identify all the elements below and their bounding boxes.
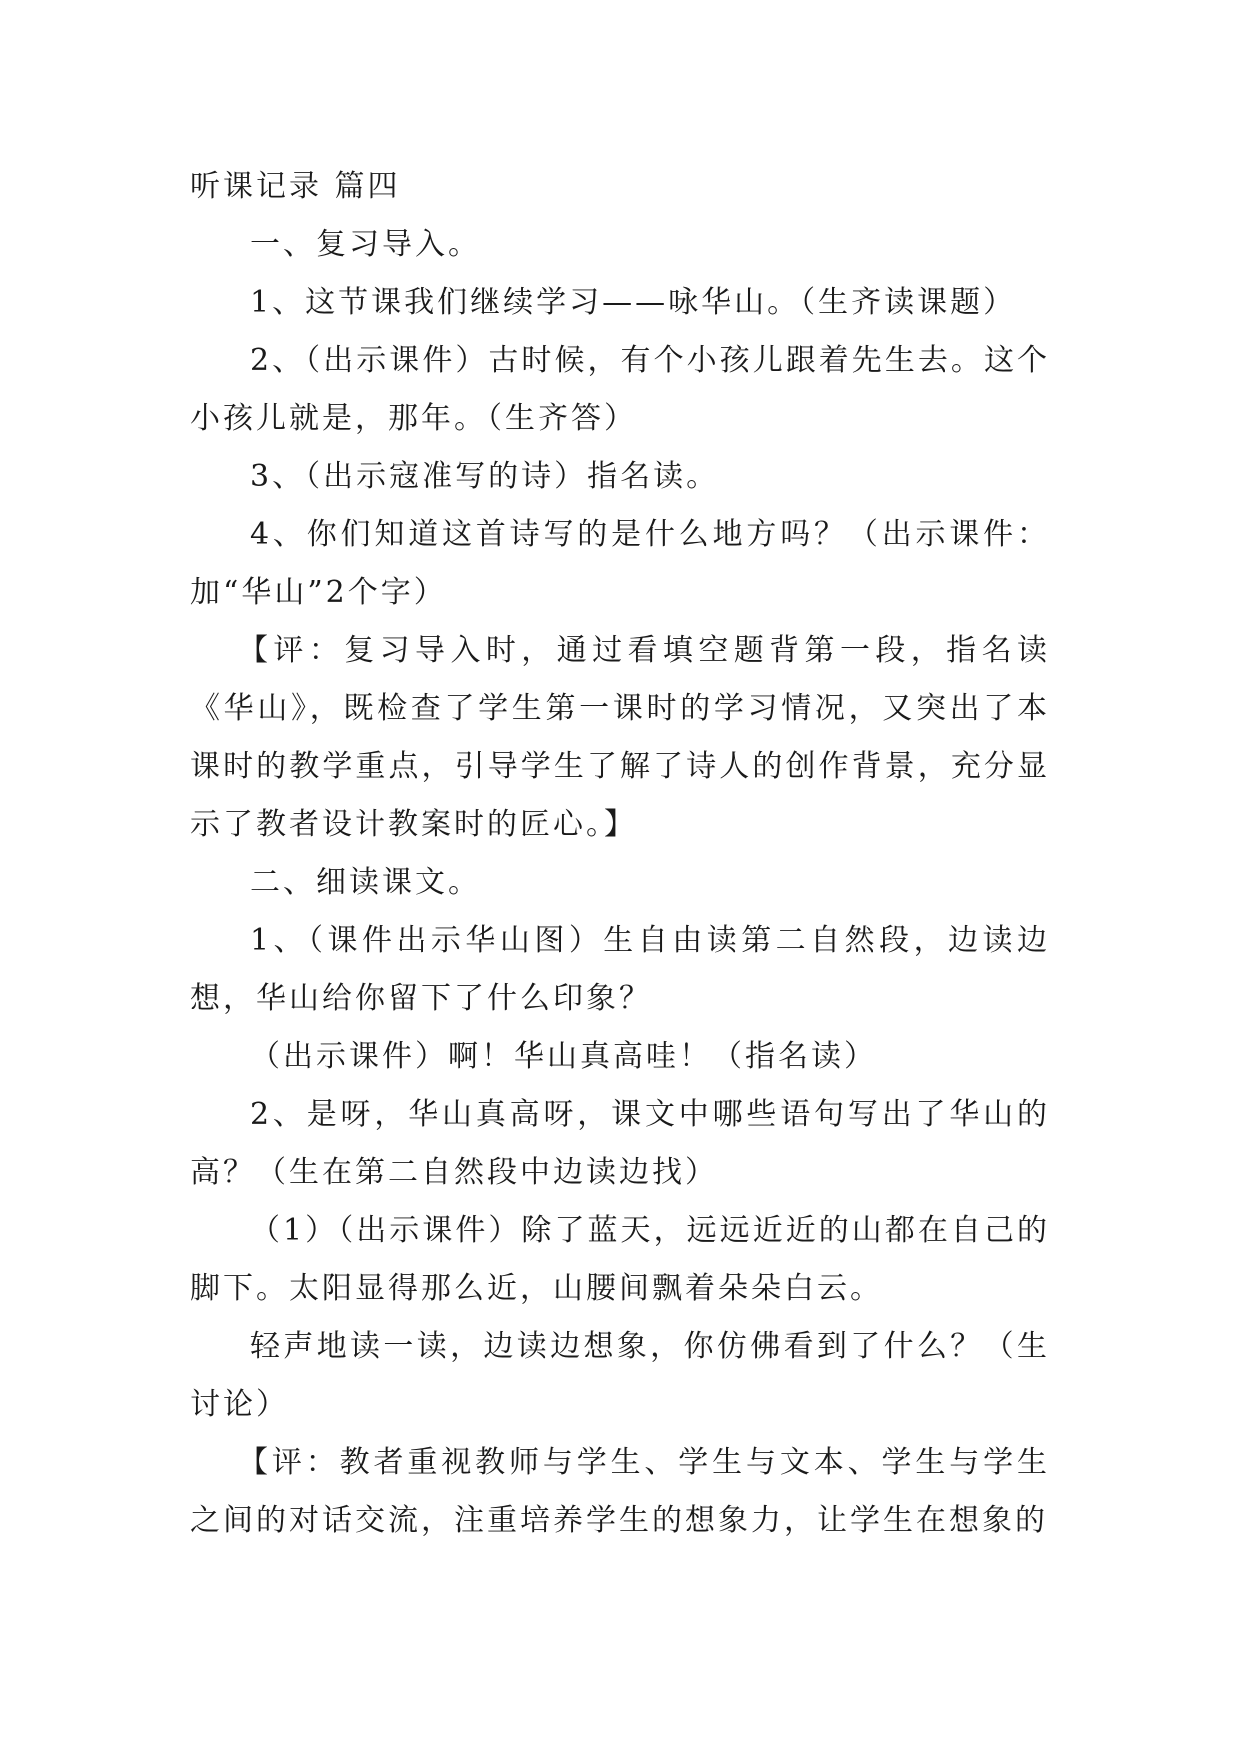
section-heading-review: 一、复习导入。 xyxy=(250,227,481,262)
comment-paragraph: 【评：复习导入时，通过看填空题背第一段，指名读《华山》，既检查了学生第一课时的学习情况，又突出了本课时的教学重点，引导学生了解了诗人的创作背景，充分显示了教者设计教案时的匠心。】 xyxy=(190,633,1050,842)
paragraph: 1、这节课我们继续学习——咏华山。（生齐读课题） xyxy=(250,285,1017,320)
paragraph: （出示课件）啊！华山真高哇！（指名读） xyxy=(250,1039,877,1074)
paragraph: 3、（出示寇准写的诗）指名读。 xyxy=(250,459,720,494)
document-title: 听课记录 篇四 xyxy=(190,169,401,204)
paragraph: 轻声地读一读，边读边想象，你仿佛看到了什么？（生讨论） xyxy=(190,1329,1050,1422)
paragraph: 2、是呀，华山真高呀，课文中哪些语句写出了华山的高？（生在第二自然段中边读边找） xyxy=(190,1097,1050,1190)
section-heading-reading: 二、细读课文。 xyxy=(250,865,481,900)
paragraph: 2、（出示课件）古时候，有个小孩儿跟着先生去。这个小孩儿就是，那年。（生齐答） xyxy=(190,343,1050,436)
paragraph: 4、你们知道这首诗写的是什么地方吗？（出示课件：加“华山”2个字） xyxy=(190,517,1050,610)
paragraph: 1、（课件出示华山图）生自由读第二自然段，边读边想，华山给你留下了什么印象？ xyxy=(190,923,1050,1016)
document-body xyxy=(190,158,1050,1550)
paragraph: （1）（出示课件）除了蓝天，远远近近的山都在自己的脚下。太阳显得那么近，山腰间飘着朵朵白云。 xyxy=(190,1213,1050,1306)
comment-paragraph: 【评：教者重视教师与学生、学生与文本、学生与学生之间的对话交流，注重培养学生的想象力，让学生在想象的 xyxy=(190,1445,1050,1538)
